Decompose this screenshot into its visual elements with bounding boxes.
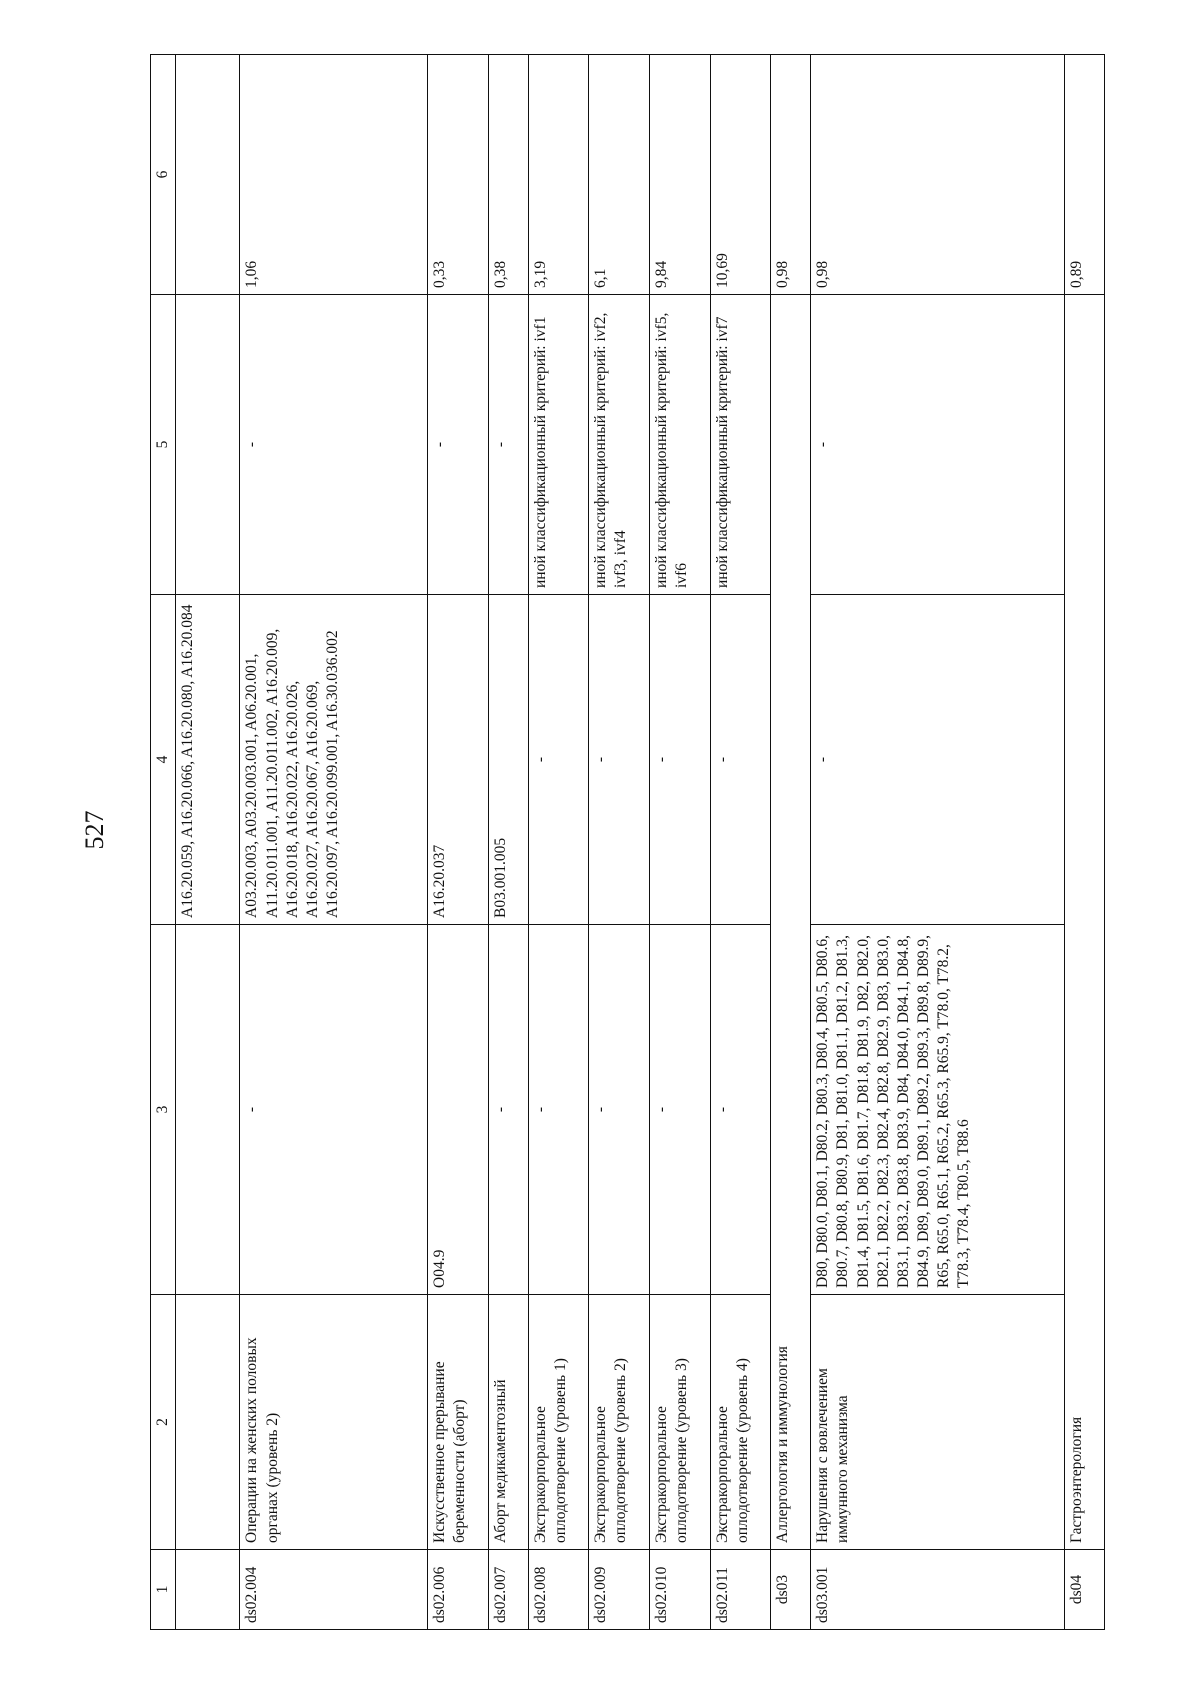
services-cell: B03.001.005 bbox=[488, 595, 528, 925]
name-cell: Аборт медикаментозный bbox=[488, 1295, 528, 1550]
coefficient-cell: 0,98 bbox=[771, 55, 811, 295]
header-cell-2: 2 bbox=[151, 1295, 176, 1550]
code-cell: ds02.008 bbox=[528, 1550, 589, 1630]
header-cell-3: 3 bbox=[151, 925, 176, 1295]
header-cell-1: 1 bbox=[151, 1550, 176, 1630]
code-cell: ds02.010 bbox=[650, 1550, 711, 1630]
cell-empty bbox=[176, 295, 240, 595]
coefficient-cell: 0,89 bbox=[1065, 55, 1105, 295]
services-cell: - bbox=[528, 595, 589, 925]
coefficient-cell: 1,06 bbox=[240, 55, 428, 295]
cell-empty bbox=[176, 55, 240, 295]
criterion-cell: иной классификационный критерий: ivf5, ivf6 bbox=[650, 295, 711, 595]
services-cell: - bbox=[650, 595, 711, 925]
criterion-cell: - bbox=[428, 295, 489, 595]
header-cell-4: 4 bbox=[151, 595, 176, 925]
name-cell: Нарушения с вовлечением иммунного механизма bbox=[811, 1295, 1065, 1550]
criterion-cell: иной классификационный критерий: ivf7 bbox=[710, 295, 771, 595]
table-row-ds02-007 bbox=[488, 55, 528, 1630]
services-cell: - bbox=[710, 595, 771, 925]
coefficient-cell: 3,19 bbox=[528, 55, 589, 295]
page-number: 527 bbox=[80, 810, 109, 850]
diagnosis-cell: O04.9 bbox=[428, 925, 489, 1295]
table-row-ds02-011 bbox=[710, 55, 771, 1630]
diagnosis-cell: - bbox=[528, 925, 589, 1295]
diagnosis-cell: - bbox=[240, 925, 428, 1295]
code-cell: ds02.009 bbox=[589, 1550, 650, 1630]
coefficient-cell: 10,69 bbox=[710, 55, 771, 295]
criterion-cell: - bbox=[811, 295, 1065, 595]
cell-empty bbox=[176, 925, 240, 1295]
name-cell: Экстракорпоральное оплодотворение (уровень 4) bbox=[710, 1295, 771, 1550]
group-name-cell: Аллергология и иммунология bbox=[771, 295, 811, 1550]
group-name-cell: Гастроэнтерология bbox=[1065, 295, 1105, 1550]
name-cell: Экстракорпоральное оплодотворение (уровень 2) bbox=[589, 1295, 650, 1550]
table-header-row bbox=[151, 55, 176, 1630]
table-row-ds03-001 bbox=[811, 55, 1065, 1630]
criterion-cell: иной классификационный критерий: ivf2, ivf3, ivf4 bbox=[589, 295, 650, 595]
table-row-ds02-009 bbox=[589, 55, 650, 1630]
name-cell: Экстракорпоральное оплодотворение (уровень 1) bbox=[528, 1295, 589, 1550]
group-code-cell: ds03 bbox=[771, 1550, 811, 1630]
coefficient-cell: 0,98 bbox=[811, 55, 1065, 295]
table-row-ds02-008 bbox=[528, 55, 589, 1630]
cell-empty bbox=[176, 1550, 240, 1630]
coefficient-cell: 0,33 bbox=[428, 55, 489, 295]
services-cell: - bbox=[589, 595, 650, 925]
table-rotation-wrapper bbox=[150, 55, 1105, 1630]
code-cell: ds03.001 bbox=[811, 1550, 1065, 1630]
coefficient-cell: 0,38 bbox=[488, 55, 528, 295]
diagnosis-cell: - bbox=[589, 925, 650, 1295]
header-cell-5: 5 bbox=[151, 295, 176, 595]
table-row-ds03-group bbox=[771, 55, 811, 1630]
criterion-cell: - bbox=[488, 295, 528, 595]
table-row-ds04-group bbox=[1065, 55, 1105, 1630]
rotated-table-host bbox=[150, 55, 1105, 1630]
table-row-ds02-010 bbox=[650, 55, 711, 1630]
criterion-cell: иной классификационный критерий: ivf1 bbox=[528, 295, 589, 595]
group-code-cell: ds04 bbox=[1065, 1550, 1105, 1630]
code-cell: ds02.004 bbox=[240, 1550, 428, 1630]
services-cell: A03.20.003, A03.20.003.001, A06.20.001, A11.20.011.001, A11.20.011.002, A16.20.009, A16.20.018, A16.20.022, A16.20.026, A16.20.027, A16.20.067, A16.20.069, A16.20.097, A16.20.099.001, A16.30.036.002 bbox=[240, 595, 428, 925]
coefficient-cell: 9,84 bbox=[650, 55, 711, 295]
name-cell: Операции на женских половых органах (уровень 2) bbox=[240, 1295, 428, 1550]
table-row-continuation bbox=[176, 55, 240, 1630]
coefficient-cell: 6,1 bbox=[589, 55, 650, 295]
diagnosis-cell: - bbox=[650, 925, 711, 1295]
diagnosis-cell: D80, D80.0, D80.1, D80.2, D80.3, D80.4, D80.5, D80.6, D80.7, D80.8, D80.9, D81, D81.0, D81.1, D81.2, D81.3, D81.4, D81.5, D81.6, D81.7, D81.8, D81.9, D82, D82.0, D82.1, D82.2, D82.3, D82.4, D82.8, D82.9, D83, D83.0, D83.1, D83.2, D83.8, D83.9, D84, D84.0, D84.1, D84.8, D84.9, D89, D89.0, D89.1, D89.2, D89.3, D89.8, D89.9, R65, R65.0, R65.1, R65.2, R65.3, R65.9, T78.0, T78.2, T78.3, T78.4, T80.5, T88.6 bbox=[811, 925, 1065, 1295]
table-row-ds02-004 bbox=[240, 55, 428, 1630]
services-cell: A16.20.059, A16.20.066, A16.20.080, A16.20.084 bbox=[176, 595, 240, 925]
services-cell: - bbox=[811, 595, 1065, 925]
code-cell: ds02.011 bbox=[710, 1550, 771, 1630]
table-row-ds02-006 bbox=[428, 55, 489, 1630]
name-cell: Искусственное прерывание беременности (аборт) bbox=[428, 1295, 489, 1550]
services-cell: A16.20.037 bbox=[428, 595, 489, 925]
code-cell: ds02.006 bbox=[428, 1550, 489, 1630]
name-cell: Экстракорпоральное оплодотворение (уровень 3) bbox=[650, 1295, 711, 1550]
diagnosis-cell: - bbox=[488, 925, 528, 1295]
tariff-table bbox=[150, 54, 1105, 1630]
cell-empty bbox=[176, 1295, 240, 1550]
diagnosis-cell: - bbox=[710, 925, 771, 1295]
header-cell-6: 6 bbox=[151, 55, 176, 295]
code-cell: ds02.007 bbox=[488, 1550, 528, 1630]
criterion-cell: - bbox=[240, 295, 428, 595]
